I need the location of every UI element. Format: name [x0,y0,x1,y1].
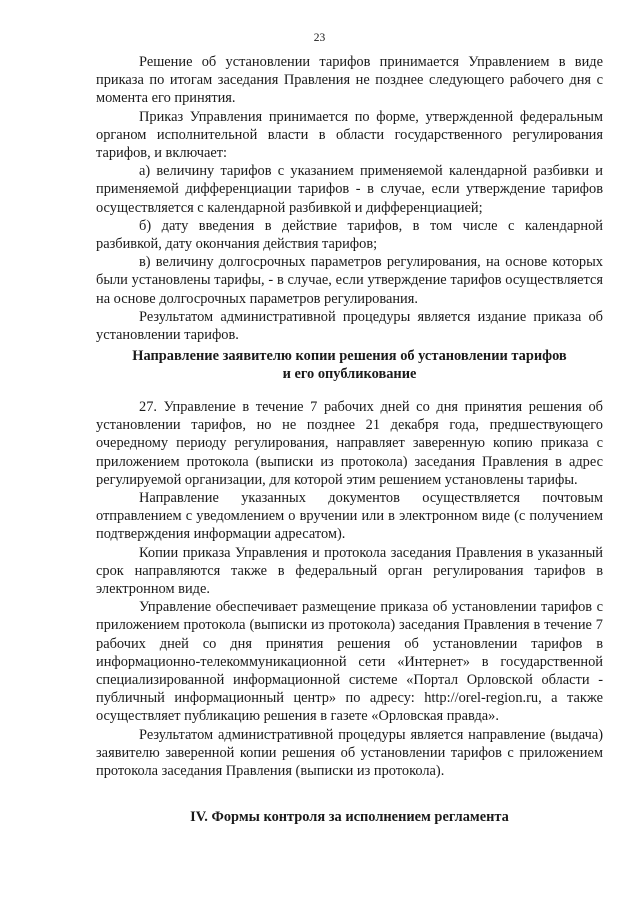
paragraph: в) величину долгосрочных параметров регулирования, на основе которых были установлены тарифы, - в случае, если утверждение тарифов осуществляется на основе долгосрочных параметров регулирования. [96,254,603,307]
heading-line: IV. Формы контроля за исполнением регламента [190,809,509,825]
paragraph: Приказ Управления принимается по форме, утвержденной федеральным органом исполнительной власти в области государственного регулирования тарифов, и включает: [96,108,603,162]
paragraph: Результатом административной процедуры является издание приказа об установлении тарифов. [96,308,603,344]
paragraph: а) величину тарифов с указанием применяемой календарной разбивки и применяемой дифференциации тарифов - в случае, если утверждение тарифов осуществляется с календарной разбивкой и дифференциацией; [96,163,603,216]
paragraph: 27. Управление в течение 7 рабочих дней со дня принятия решения об установлении тарифов, но не позднее 21 декабря года, предшествующего очередному периоду регулирования, направляет заверенную копию приказа с приложением протокола (выписки из протокола) заседания Правления в адрес регулируемой организации, для которой этим решением установлены тарифы. [96,399,603,488]
decision-section [96,53,603,344]
heading-line: Направление заявителю копии решения об установлении тарифов [132,348,567,364]
page-number: 23 [313,32,326,44]
chapter-heading [96,808,603,826]
paragraph: б) дату введения в действие тарифов, в том числе с календарной разбивкой, дату окончания действия тарифов; [96,217,603,253]
paragraph: Решение об установлении тарифов принимается Управлением в виде приказа по итогам заседания Правления не позднее следующего рабочего дня с момента его принятия. [96,54,603,107]
paragraph: Результатом административной процедуры является направление (выдача) заявителю заверенной копии решения об установлении тарифов с приложением протокола заседания Правления (выписки из протокола). [96,726,603,780]
paragraph: Копии приказа Управления и протокола заседания Правления в указанный срок направляются также в федеральный орган регулирования тарифов в электронном виде. [96,544,603,598]
paragraph: Направление указанных документов осуществляется почтовым отправлением с уведомлением о вручении или в электронном виде (с получением подтверждения информации адресатом). [96,490,603,543]
section-heading [96,347,603,383]
heading-line: и его опубликование [282,366,417,382]
distribution-section [96,398,603,780]
paragraph: Управление обеспечивает размещение приказа об установлении тарифов с приложением протокола (выписки из протокола) заседания Правления в течение 7 рабочих дней со дня принятия решения об установлении тарифов в информационно-телекоммуникационной сети «Интернет» в государственной специализированной информационной системе «Портал Орловской области - публичный информационный центр» по адресу: http://orel-region.ru, а также осуществляет публикацию решения в газете «Орловская правда». [96,599,603,725]
